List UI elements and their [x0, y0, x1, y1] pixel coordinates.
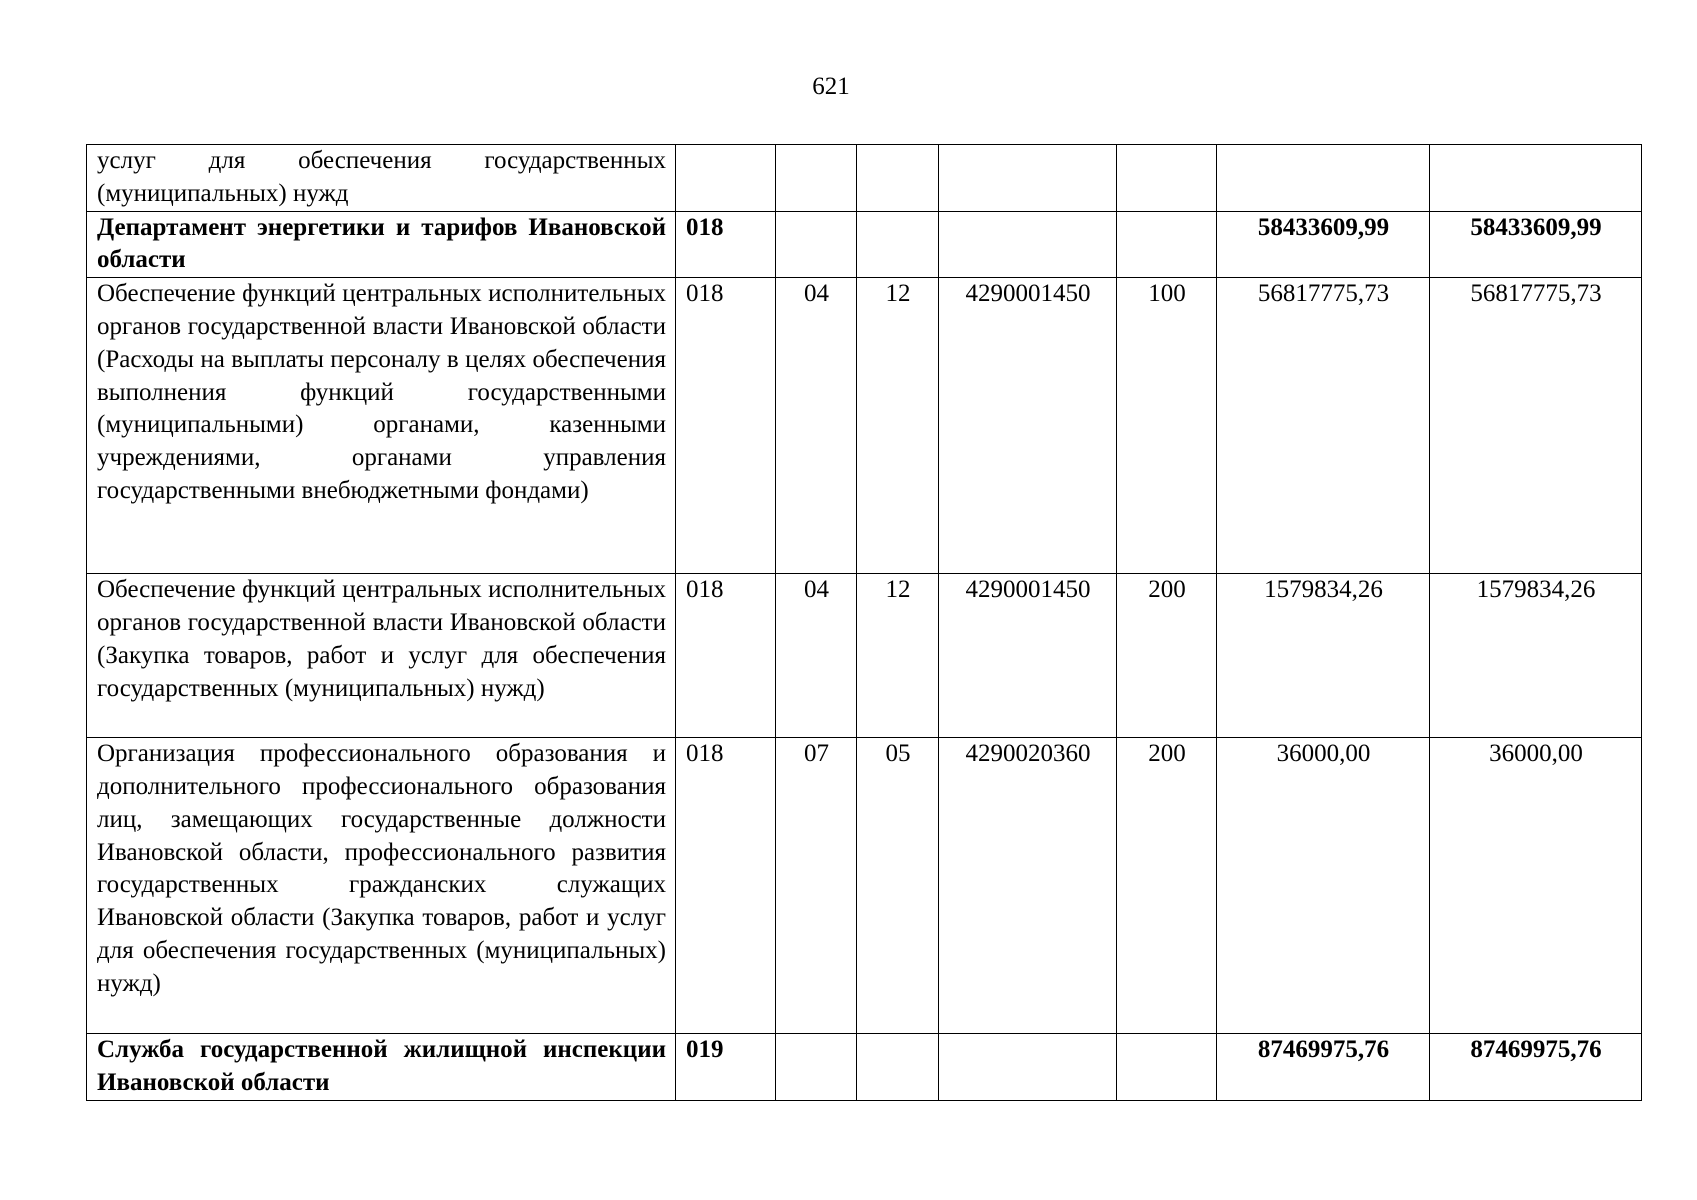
row-amount-2: 56817775,73: [1430, 278, 1642, 574]
row-admin-code: 019: [676, 1034, 776, 1101]
row-target-article: 4290020360: [939, 738, 1117, 1034]
row-amount-1: 36000,00: [1217, 738, 1430, 1034]
row-description: услуг для обеспечения государственных (муниципальных) нужд: [87, 145, 676, 212]
row-section: 04: [776, 574, 857, 738]
row-description: Обеспечение функций центральных исполнительных органов государственной власти Ивановской области (Расходы на выплаты персоналу в целях обеспечения выполнения функций государственными (муниципальными) органами, казенными учреждениями, органами управления государственными внебюджетными фондами): [87, 278, 676, 574]
row-section: [776, 211, 857, 278]
page-number: 621: [812, 73, 850, 100]
budget-table: [86, 144, 1642, 1101]
table-row: [87, 211, 1642, 278]
row-subsection: 12: [857, 278, 939, 574]
row-subsection: [857, 145, 939, 212]
row-section: [776, 1034, 857, 1101]
row-target-article: [939, 145, 1117, 212]
row-admin-code: [676, 145, 776, 212]
row-amount-1: 58433609,99: [1217, 211, 1430, 278]
row-admin-code: 018: [676, 738, 776, 1034]
row-amount-2: 87469975,76: [1430, 1034, 1642, 1101]
row-subsection: [857, 1034, 939, 1101]
row-amount-1: [1217, 145, 1430, 212]
row-expense-type: [1117, 211, 1217, 278]
row-target-article: 4290001450: [939, 574, 1117, 738]
row-subsection: 05: [857, 738, 939, 1034]
row-description: Служба государственной жилищной инспекции Ивановской области: [87, 1034, 676, 1101]
row-description: Департамент энергетики и тарифов Ивановской области: [87, 211, 676, 278]
row-expense-type: [1117, 145, 1217, 212]
table-row: [87, 278, 1642, 574]
table-row: [87, 1034, 1642, 1101]
row-target-article: 4290001450: [939, 278, 1117, 574]
row-section: 04: [776, 278, 857, 574]
row-expense-type: 100: [1117, 278, 1217, 574]
row-expense-type: 200: [1117, 738, 1217, 1034]
row-amount-1: 1579834,26: [1217, 574, 1430, 738]
row-admin-code: 018: [676, 574, 776, 738]
row-target-article: [939, 1034, 1117, 1101]
row-subsection: [857, 211, 939, 278]
row-amount-2: 58433609,99: [1430, 211, 1642, 278]
row-amount-2: 1579834,26: [1430, 574, 1642, 738]
row-target-article: [939, 211, 1117, 278]
table-row: [87, 145, 1642, 212]
row-section: [776, 145, 857, 212]
row-amount-1: 87469975,76: [1217, 1034, 1430, 1101]
table-row: [87, 738, 1642, 1034]
row-description: Организация профессионального образования и дополнительного профессионального образования лиц, замещающих государственные должности Ивановской области, профессионального развития государственных гражданских служащих Ивановской области (Закупка товаров, работ и услуг для обеспечения государственных (муниципальных) нужд): [87, 738, 676, 1034]
row-subsection: 12: [857, 574, 939, 738]
row-admin-code: 018: [676, 211, 776, 278]
row-description: Обеспечение функций центральных исполнительных органов государственной власти Ивановской области (Закупка товаров, работ и услуг для обеспечения государственных (муниципальных) нужд): [87, 574, 676, 738]
row-amount-2: 36000,00: [1430, 738, 1642, 1034]
row-section: 07: [776, 738, 857, 1034]
row-expense-type: 200: [1117, 574, 1217, 738]
row-expense-type: [1117, 1034, 1217, 1101]
row-amount-1: 56817775,73: [1217, 278, 1430, 574]
row-amount-2: [1430, 145, 1642, 212]
table-row: [87, 574, 1642, 738]
row-admin-code: 018: [676, 278, 776, 574]
